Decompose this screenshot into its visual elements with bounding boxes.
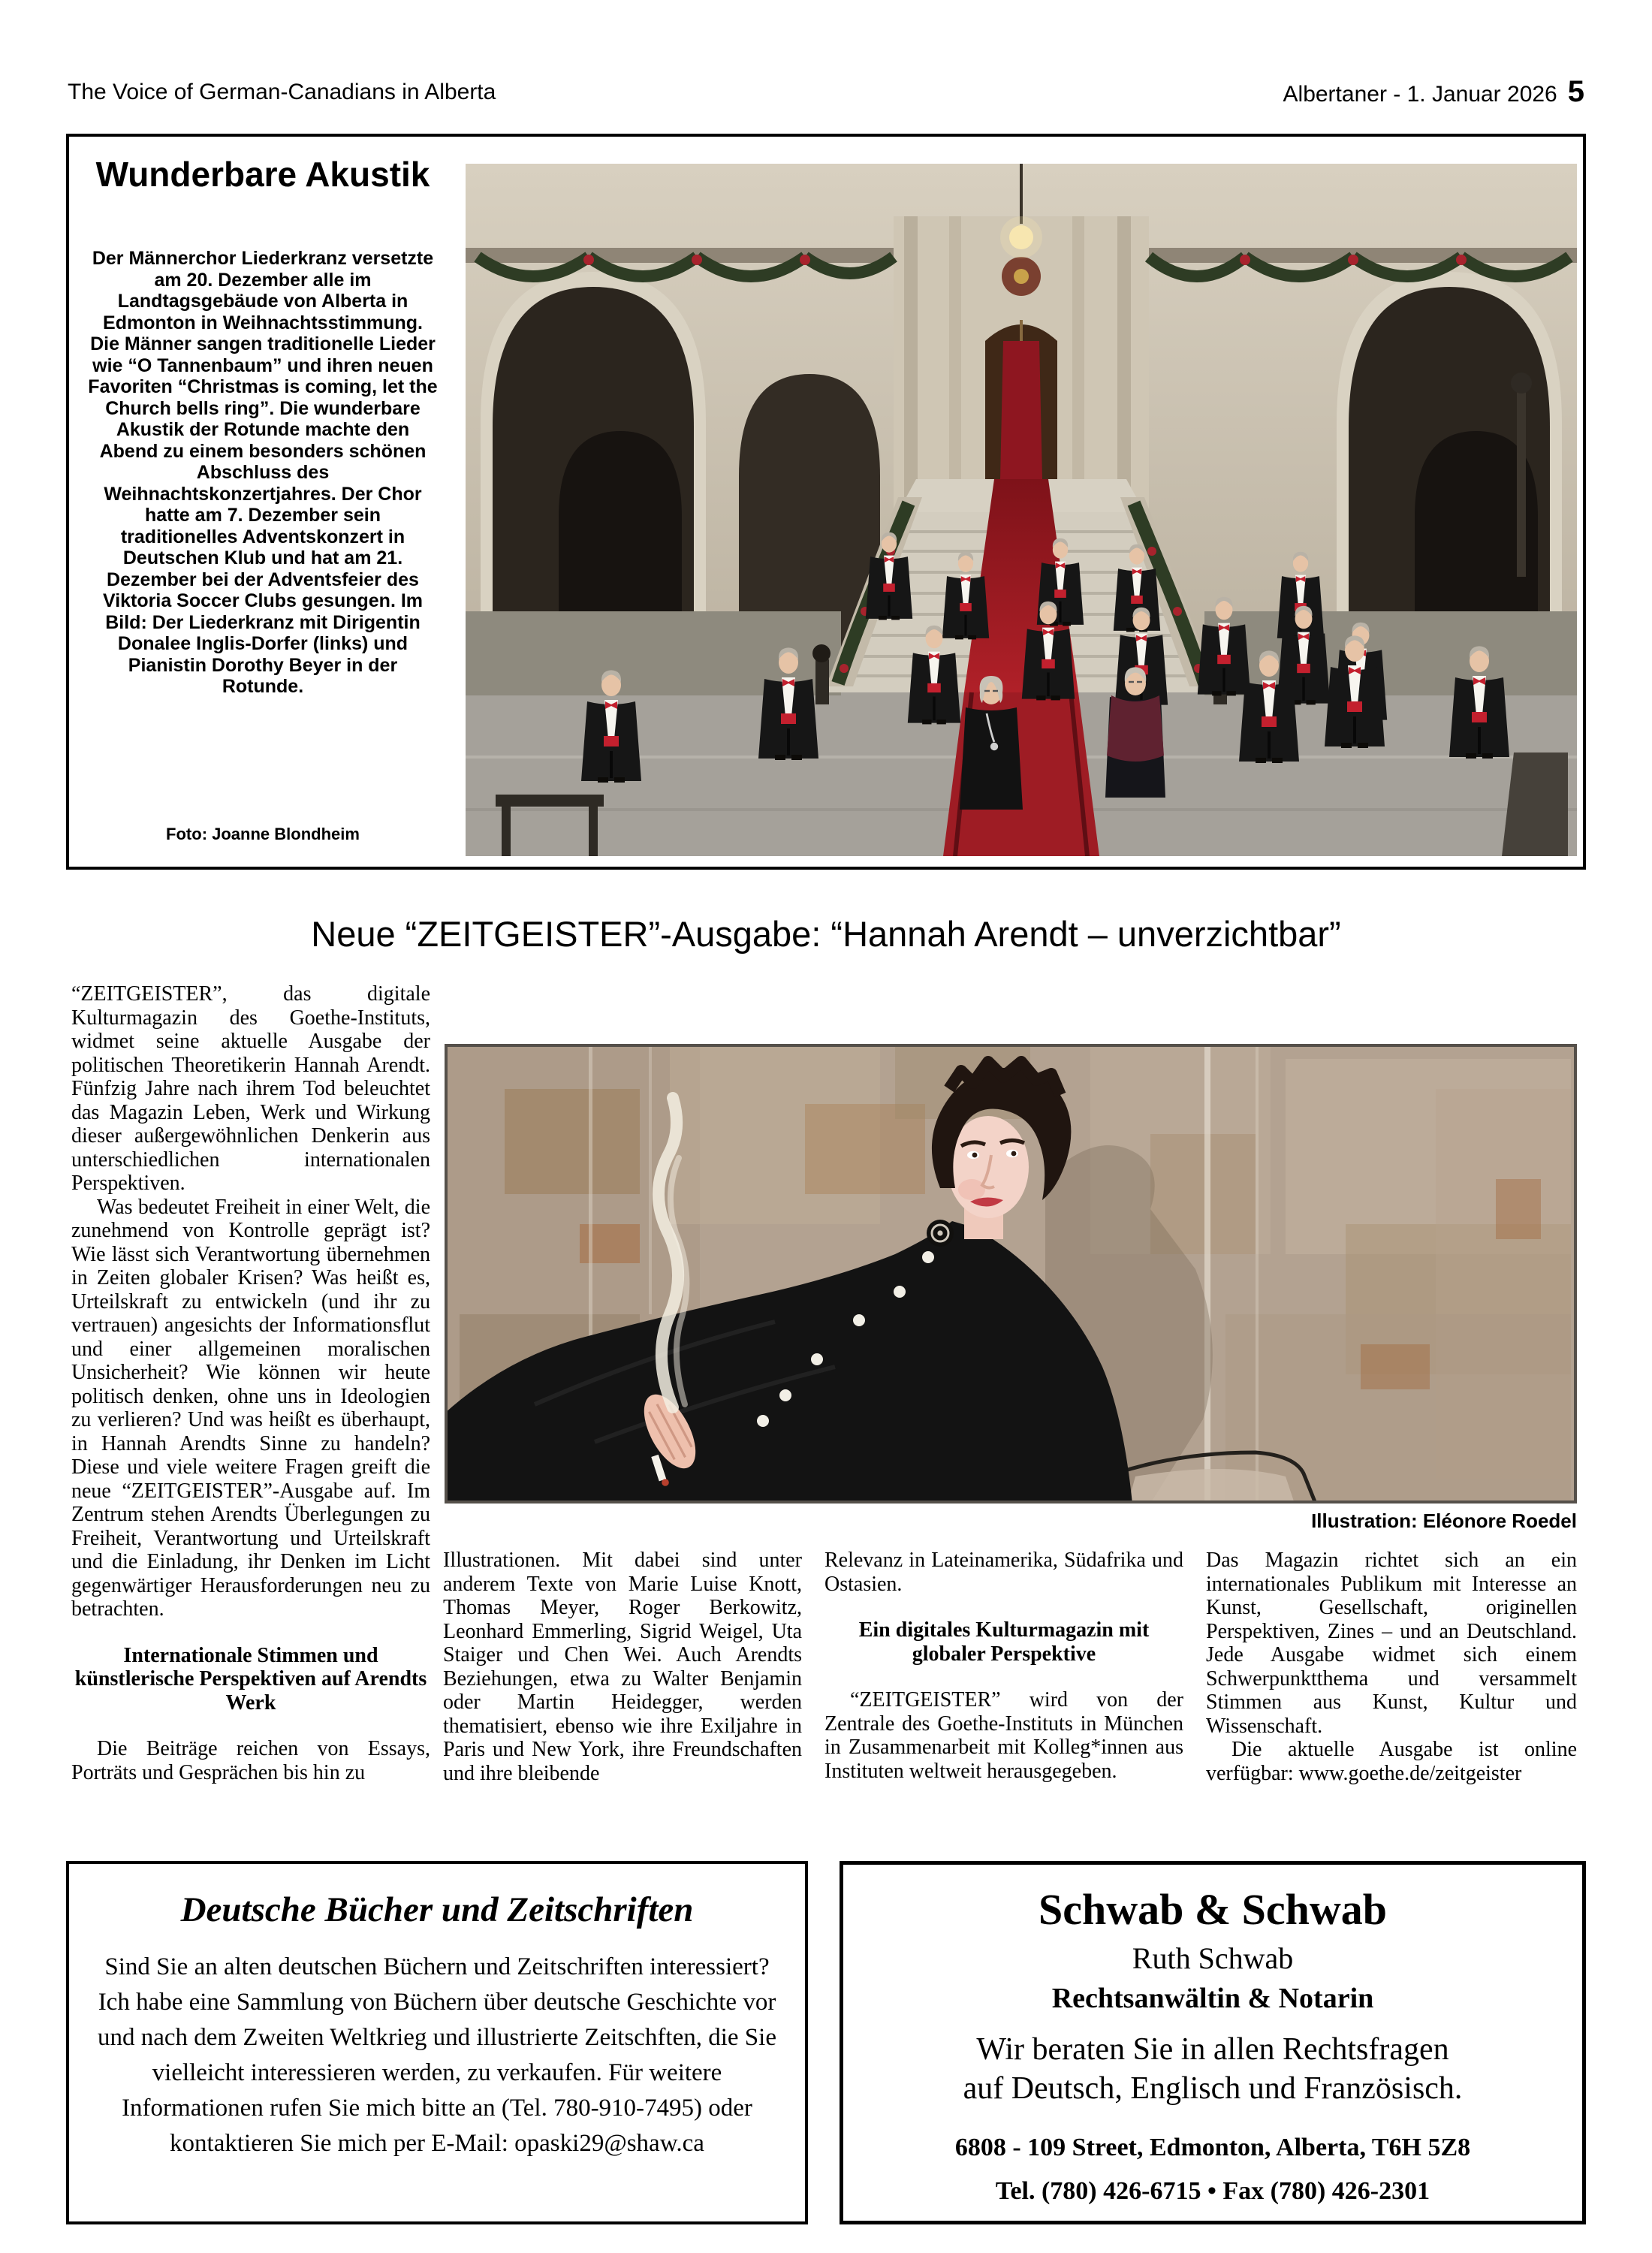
ad-schwab-tagline-2: auf Deutsch, Englisch und Französisch. bbox=[963, 2071, 1463, 2106]
ad-schwab-person: Ruth Schwab bbox=[1132, 1941, 1294, 1975]
paragraph: Relevanz in Lateinamerika, Südafrika und Ostasien. bbox=[824, 1549, 1183, 1596]
masthead-tagline: The Voice of German-Canadians in Alberta bbox=[68, 80, 496, 104]
article-column-1 bbox=[71, 982, 430, 1784]
paragraph: Die aktuelle Ausgabe ist online verfügbar: www.goethe.de/zeitgeister bbox=[1206, 1738, 1577, 1785]
article-column-4 bbox=[1206, 1549, 1577, 1785]
paragraph: Die Beiträge reichen von Essays, Porträts und Gesprächen bis hin zu bbox=[71, 1737, 430, 1784]
article-headline: Neue “ZEITGEISTER”-Ausgabe: “Hannah Arendt – unverzichtbar” bbox=[311, 914, 1341, 954]
ad-schwab-phone: Tel. (780) 426-6715 • Fax (780) 426-2301 bbox=[995, 2177, 1430, 2205]
paragraph: Das Magazin richtet sich an ein internationales Publikum mit Interesse an Kunst, Gesellschaft, originellen Perspektiven, Zines – und an Deutschland. Jede Ausgabe widmet sich einem Schwerpunktthema und versammelt Stimmen aus Kunst, Kultur und Wissenschaft. bbox=[1206, 1549, 1577, 1738]
subheading: Ein digitales Kulturmagazin mit globaler Perspektive bbox=[858, 1618, 1150, 1666]
choir-photo-credit: Foto: Joanne Blondheim bbox=[166, 825, 360, 843]
choir-photo bbox=[466, 164, 1577, 856]
illustration-credit: Illustration: Eléonore Roedel bbox=[1311, 1510, 1577, 1532]
article-column-3 bbox=[824, 1549, 1183, 1783]
arendt-illustration bbox=[445, 1044, 1577, 1504]
choir-photo-illustration bbox=[466, 164, 1577, 856]
choir-article-body: Der Männerchor Liederkranz versetzte am 20. Dezember alle im Landtagsgebäude von Alberta in Edmonton in Weihnachtsstimmung. Die Männer sangen traditionelle Lieder wie “O Tannenbaum” und ihren neuen Favoriten “Christmas is coming, let the Church bells ring”. Die wunderbare Akustik der Rotunde machte den Abend zu einem besonders schönen Abschluss des Weihnachtskonzertjahres. Der Chor hatte am 7. Dezember sein traditionelles Adventskonzert in Deutschen Klub und hat am 21. Dezember bei der Adventsfeier des Viktoria Soccer Clubs gesungen. Im Bild: Der Liederkranz mit Dirigentin Donalee Inglis-Dorfer (links) und Pianistin Dorothy Beyer in der Rotunde. bbox=[88, 248, 438, 697]
choir-article-title: Wunderbare Akustik bbox=[95, 155, 430, 194]
ad-buecher-title: Deutsche Bücher und Zeitschriften bbox=[180, 1890, 694, 1929]
ad-schwab-tagline-1: Wir beraten Sie in allen Rechtsfragen bbox=[976, 2032, 1449, 2067]
paragraph: Illustrationen. Mit dabei sind unter anderem Texte von Marie Luise Knott, Thomas Meyer, Roger Berkowitz, Leonhard Emmerling, Sigrid Weigel, Uta Staiger und Chen Wei. Auch Arendts Beziehungen, etwa zu Walter Benjamin oder Martin Heidegger, werden thematisiert, ebenso wie ihre Exiljahre in Paris und New York, ihre Freundschaften und ihre bleibende bbox=[443, 1549, 802, 1785]
ad-schwab-address: 6808 - 109 Street, Edmonton, Alberta, T6H 5Z8 bbox=[954, 2134, 1471, 2161]
paragraph: “ZEITGEISTER”, das digitale Kulturmagazin des Goethe-Instituts, widmet seine aktuelle Ausgabe der politischen Theoretikerin Hannah Arendt. Fünfzig Jahre nach ihrem Tod beleuchtet das Magazin Leben, Werk und Wirkung dieser außergewöhnlichen Denkerin aus unterschiedlichen internationalen Perspektiven. bbox=[71, 982, 430, 1195]
ad-deutsche-buecher bbox=[66, 1861, 808, 2224]
ad-schwab-role: Rechtsanwältin & Notarin bbox=[1051, 1983, 1374, 2014]
paragraph: Was bedeutet Freiheit in einer Welt, die zunehmend von Kontrolle geprägt ist? Wie lässt sich Verantwortung übernehmen in Zeiten globaler Krisen? Was heißt es, Urteilskraft zu entwickeln (und ihr zu vertrauen) angesichts der Informationsflut und einer allgemeinen moralischen Unsicherheit? Wie können wir heute politisch denken, ohne uns in Ideologien zu verlieren? Und was heißt es überhaupt, in Hannah Arendts Sinne zu handeln? Diese und viele weitere Fragen greift die neue “ZEITGEISTER”-Ausgabe auf. Im Zentrum stehen Arendts Überlegungen zu Freiheit, Verantwortung und Urteilskraft und die Einladung, ihr Denken im Licht gegenwärtiger Herausforderungen neu zu betrachten. bbox=[71, 1195, 430, 1621]
ad-schwab-name: Schwab & Schwab bbox=[1038, 1885, 1388, 1934]
page-number: 5 bbox=[1567, 75, 1584, 108]
ad-schwab-schwab bbox=[840, 1861, 1586, 2224]
paragraph: “ZEITGEISTER” wird von der Zentrale des Goethe-Instituts in München in Zusammenarbeit mit Kolleg*innen aus Instituten weltweit herausgegeben. bbox=[824, 1688, 1183, 1783]
ad-buecher-body: Sind Sie an alten deutschen Büchern und Zeitschriften interessiert? Ich habe eine Sammlung von Büchern über deutsche Geschichte vor und nach dem Zweiten Weltkrieg und illustrierte Zeitschften, die Sie vielleicht interessieren werden, zu verkaufen. Für weitere Informationen rufen Sie mich bitte an (Tel. 780-910-7495) oder kontaktieren Sie mich per E-Mail: opaski29@shaw.ca bbox=[98, 1953, 776, 2157]
article-column-2 bbox=[443, 1549, 802, 1785]
arendt-illustration-image bbox=[445, 1044, 1577, 1504]
page-header-right bbox=[1283, 75, 1584, 109]
issue-date: Albertaner - 1. Januar 2026 bbox=[1283, 82, 1557, 107]
subheading: Internationale Stimmen und künstlerische Perspektiven auf Arendts Werk bbox=[74, 1643, 427, 1715]
